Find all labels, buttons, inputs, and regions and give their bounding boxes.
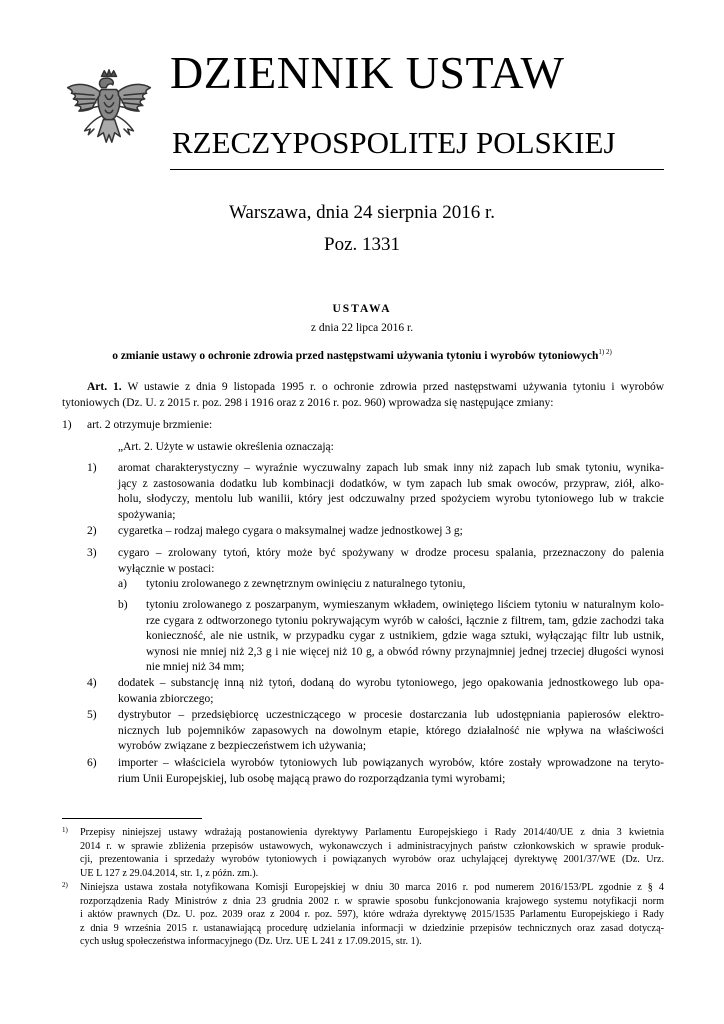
footnote-line: 2014 r. w sprawie zbliżenia przepisów ustawowych, wykonawczych i administracyjnych państw członkowskich w sprawie produk- — [80, 840, 664, 852]
def-item-dystrybutor — [118, 708, 664, 755]
art2-intro: „Art. 2. Użyte w ustawie określenia oznaczają: — [118, 441, 334, 453]
footnote-line: z dnia 9 września 2015 r. ustanawiającą procedurę udzielania informacji w dziedzinie przepisów technicznych oraz zasad dotyczą- — [80, 922, 664, 934]
def-number: 5) — [87, 709, 97, 721]
publication-position — [0, 234, 724, 256]
def-line: cygaro – zrolowany tytoń, który może być spożywany w drodze procesu spalania, przeznaczony do palenia — [118, 547, 664, 559]
sub-line: konieczność, ale nie ustnik, w przypadku cygar z ustnikiem, gdzie waga sztuki, wyłączając filtr lub ustnik, — [146, 630, 664, 642]
sub-letter: a) — [118, 578, 127, 590]
def-item-dodatek — [118, 676, 664, 707]
def-line: holu, słodyczy, mentolu lub wanilii, który jest odczuwalny przed spożyciem wyrobu tytoniowego lub w trakcie — [118, 493, 664, 505]
footnote-number: 1) — [62, 826, 68, 834]
footnote-line: rozporządzenia Rady Ministrów z dnia 23 grudnia 2002 r. w sprawie sposobu funkcjonowania krajowego systemu notyfikacji norm — [80, 895, 664, 907]
act-title-footnote-refs: 1) 2) — [598, 348, 612, 356]
def-line: dystrybutor – przedsiębiorcę uczestniczącego w procesie dostarczania lub udostępniania papierosów elektro- — [118, 709, 664, 721]
sub-line: wynosi nie mniej niż 2,3 g i nie więcej niż 10 g, a obwód równy przynajmniej jednej trzeciej długości wynosi — [146, 645, 664, 658]
def-number: 6) — [87, 757, 97, 769]
footnote-line: Niniejsza ustawa została notyfikowana Komisji Europejskiej w dniu 30 marca 2016 r. pod numerem 2016/153/PL zgodnie z § 4 — [80, 882, 664, 893]
journal-title: DZIENNIK USTAW — [170, 47, 565, 98]
art1-label: Art. 1. — [87, 381, 122, 393]
def-line: wyłącznie w postaci: — [118, 562, 215, 575]
def-number: 1) — [87, 462, 97, 474]
def-number: 3) — [87, 547, 97, 559]
def-line: nicznych lub pojemników zapasowych na dowolnym etapie, którego działalność nie wpływa na właściwości — [118, 724, 664, 737]
header-divider — [170, 169, 664, 170]
def-line: jący z zastosowania dodatku lub kombinacji dodatków, w tym zapach lub smak owoców, przypraw, ziół, alko- — [118, 477, 664, 490]
sub-letter: b) — [118, 599, 128, 611]
footnote-divider — [62, 818, 202, 819]
art1-line1: W ustawie z dnia 9 listopada 1995 r. o ochronie zdrowia przed następstwami używania tytoniu i wyrobów — [127, 381, 664, 393]
sub-line: tytoniu zrolowanego z poszarpanym, wymieszanym wkładem, owiniętego liściem tytoniu w naturalnym kolo- — [146, 599, 664, 611]
item1-number: 1) — [62, 419, 72, 431]
def-number: 4) — [87, 677, 97, 689]
def-line: spożywania; — [118, 508, 176, 521]
art1-line2: tytoniowych (Dz. U. z 2015 r. poz. 298 i 1916 oraz z 2016 r. poz. 960) wprowadza się następujące zmiany: — [62, 397, 554, 409]
sub-item-b — [146, 598, 664, 676]
polish-eagle-emblem-icon — [62, 66, 156, 162]
footnote-line: cji, prezentowania i sprzedaży wyrobów tytoniowych i powiązanych wyrobów oraz uchylającej dyrektywę 2001/37/WE (Dz. Urz. — [80, 854, 664, 866]
journal-subtitle: RZECZYPOSPOLITEJ POLSKIEJ — [172, 125, 616, 160]
footnote-line: Przepisy niniejszej ustawy wdrażają postanowienia dyrektywy Parlamentu Europejskiego i Rady 2014/40/UE z dnia 3 kwietnia — [80, 827, 664, 838]
sub-line: tytoniu zrolowanego z zewnętrznym owinięciu z naturalnego tytoniu, — [146, 578, 466, 590]
sub-item-a — [146, 577, 664, 593]
act-date: z dnia 22 lipca 2016 r. — [310, 322, 414, 334]
footnote-line: i aktów prawnych (Dz. U. poz. 2039 oraz z 2004 r. poz. 597), które wdraża dyrektywę 2015/1535 Parlamentu Europejskiego i Rady — [80, 909, 664, 921]
def-item-importer — [118, 756, 664, 787]
art1-first-line — [87, 380, 664, 396]
footnote-line: cych usług społeczeństwa informacyjnego (Dz. Urz. UE L 241 z 17.09.2015, str. 1). — [80, 936, 422, 948]
publication-date-text: Warszawa, dnia 24 sierpnia 2016 r. — [229, 202, 495, 223]
def-item-aromat — [118, 461, 664, 523]
publication-position-text: Poz. 1331 — [324, 234, 400, 255]
act-type: USTAWA — [332, 303, 392, 315]
def-number: 2) — [87, 525, 97, 537]
def-line: dodatek – substancję inną niż tytoń, dodaną do wyrobu tytoniowego, jego opakowania jednostkowego lub opa- — [118, 677, 664, 689]
act-title-text: o zmianie ustawy o ochronie zdrowia przed następstwami używania tytoniu i wyrobów tytoniowych — [112, 349, 599, 362]
def-line: kowania zbiorczego; — [118, 692, 214, 705]
item1-text: art. 2 otrzymuje brzmienie: — [87, 419, 213, 431]
def-line: wyrobów związane z bezpieczeństwem ich używania; — [118, 740, 367, 752]
def-line: cygaretka – rodzaj małego cygara o maksymalnej wadze jednostkowej 3 g; — [118, 525, 463, 537]
footnote-line: UE L 127 z 29.04.2014, str. 1, z późn. zm.). — [80, 867, 259, 879]
footnote-number: 2) — [62, 881, 68, 889]
def-line: aromat charakterystyczny – wyraźnie wyczuwalny zapach lub smak inny niż zapach lub smak tytoniu, wynika- — [118, 462, 664, 474]
footnote-1 — [80, 826, 664, 880]
sub-line: nie mniej niż 34 mm; — [146, 661, 245, 673]
publication-date — [0, 202, 724, 224]
sub-line: rze cygara z odtworzonego tytoniu pokrywającym wyrób w całości, łącznie z filtrem, tam, gdzie zachodzi taka — [146, 614, 664, 627]
def-item-cygaro — [118, 546, 664, 577]
act-title — [0, 348, 724, 362]
def-line: rium Unii Europejskiej, lub osobę mającą prawo do rozporządzania tymi wyrobami; — [118, 772, 506, 785]
def-line: importer – właściciela wyrobów tytoniowych lub powiązanych wyrobów, które zostały wprowadzone na teryto- — [118, 757, 664, 769]
def-item-cygaretka — [118, 524, 664, 540]
footnote-2 — [80, 881, 664, 949]
